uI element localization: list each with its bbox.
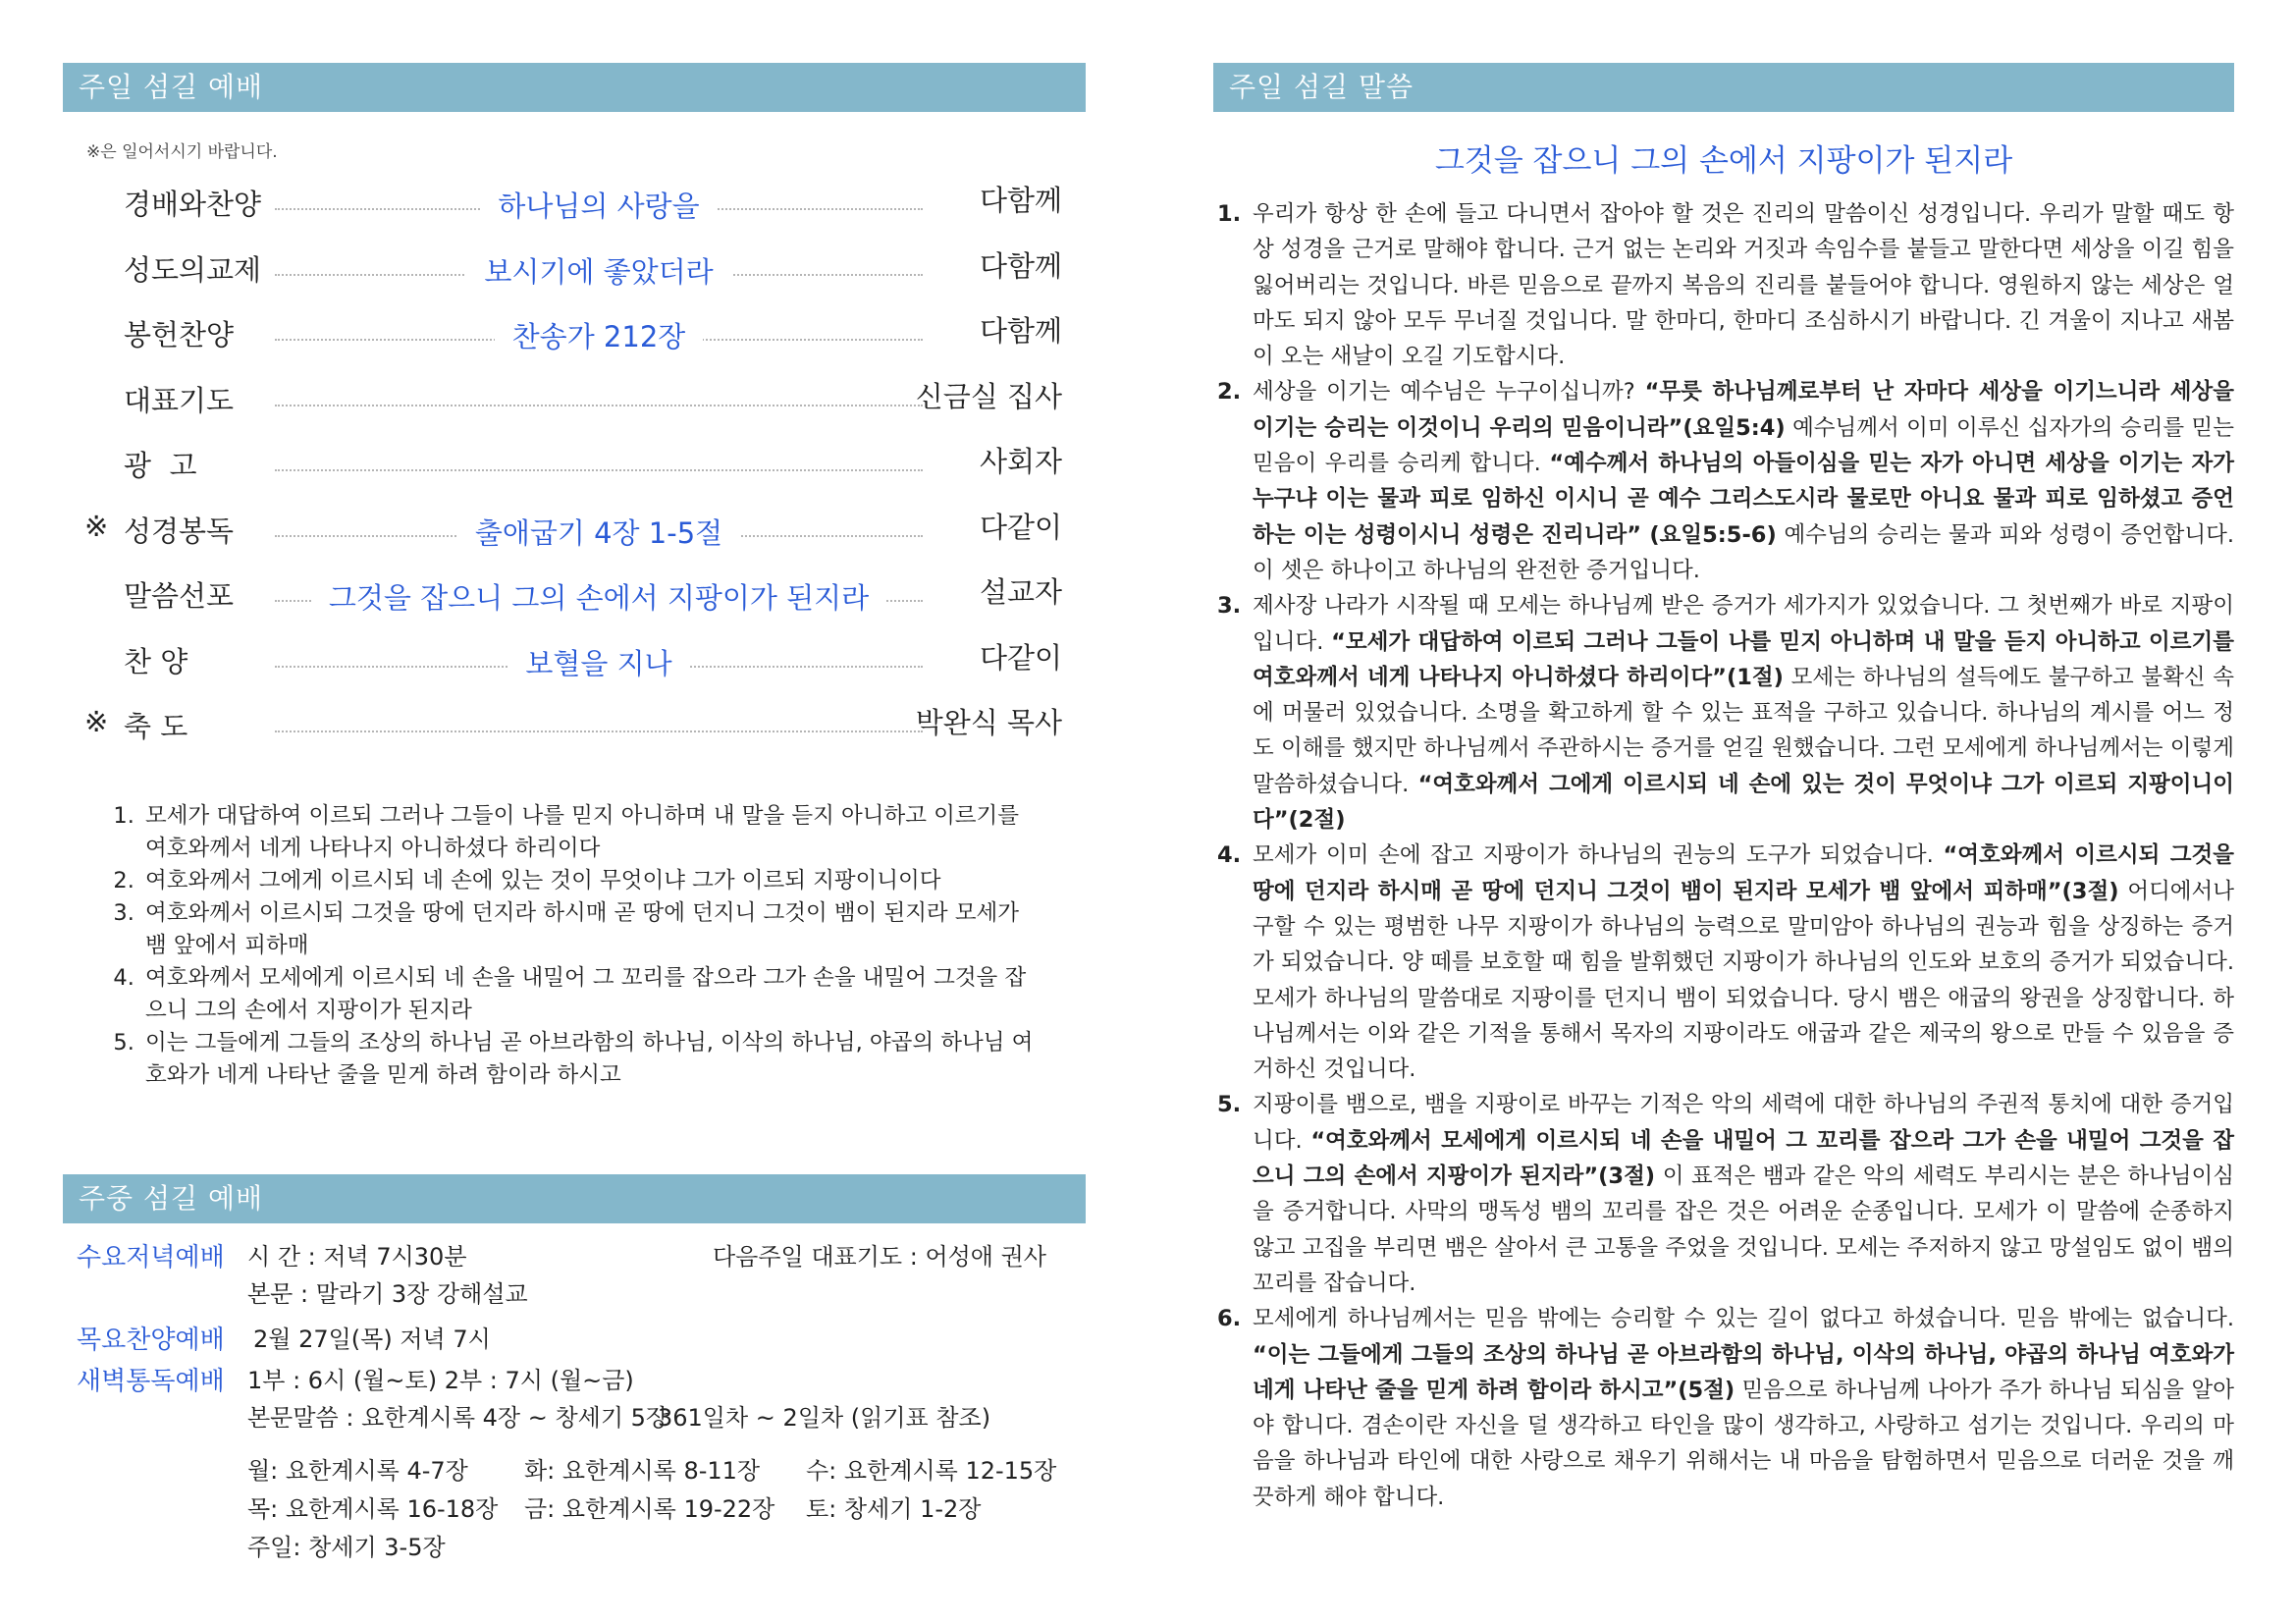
reading-item: 토: 창세기 1-2장 (806, 1495, 982, 1523)
wednesday-row (63, 1237, 1086, 1274)
order-item-person: 다같이 (979, 640, 1062, 675)
dawn-day-range: 361일차 ~ 2일차 (읽기표 참조) (658, 1404, 991, 1432)
reading-item: 금: 요한계시록 19-22장 (524, 1495, 775, 1523)
scripture-quote: “예수께서 하나님의 아들이심을 믿는 자가 아니면 세상을 이기는 자가 누구냐 이는 물과 피로 임하신 이시니 곧 예수 그리스도시라 물로만 아니요 물과 피로 임하셨고 증언하는 이는 성령이시니 성령은 진리니라” (요일5:5-6) (1253, 451, 2234, 548)
order-row (63, 369, 1086, 435)
sermon-paragraph (1249, 838, 2234, 1087)
verse-item: 2. 여호와께서 그에게 이르시되 네 손에 있는 것이 무엇이냐 그가 이르되 지팡이니이다 (141, 865, 1046, 897)
dawn-text: 본문말씀 : 요한계시록 4장 ~ 창세기 5장 (247, 1404, 669, 1432)
order-item-title: 그것을 잡으니 그의 손에서 지팡이가 된지라 (311, 581, 886, 615)
verse-item: 4. 여호와께서 모세에게 이르시되 네 손을 내밀어 그 꼬리를 잡으라 그가 손을 내밀어 그것을 잡으니 그의 손에서 지팡이가 된지라 (141, 962, 1046, 1027)
order-item-person: 박완식 목사 (915, 706, 1062, 739)
paragraph-text: 어디에서나 구할 수 있는 평범한 나무 지팡이가 하나님의 능력으로 말미암아 하나님의 권능과 힘을 상징하는 증거가 되었습니다. 양 떼를 보호할 때 힘을 발휘했던 지팡이가 하나님의 인도와 보호의 증거가 되었습니다. 모세가 하나님의 말씀대로 지팡이를 던지니 뱀이 되었습니다. 당시 뱀은 애굽의 왕권을 상징합니다. 하나님께서는 이와 같은 기적을 통해서 목자의 지팡이라도 애굽과 같은 제국의 왕으로 만들 수 있음을 증거하신 것입니다. (1253, 878, 2235, 1083)
reading-item: 화: 요한계시록 8-11장 (524, 1457, 761, 1485)
paragraph-text: 지팡이를 뱀으로, 뱀을 지팡이로 바꾸는 기적은 악의 세력에 대한 하나님의 주권적 통치에 대한 증거입니다. (1253, 1092, 2234, 1154)
dawn-label: 새벽통독예배 (77, 1367, 225, 1396)
paragraph-text: 믿음으로 하나님께 나아가 주가 하나님 되심을 알아야 합니다. 겸손이란 자신을 덜 생각하고 타인을 많이 생각하고, 사랑하고 섬기는 것입니다. 우리의 마음을 하나님과 타인에 대한 사랑으로 채우기 위해서는 내 마음을 탐험하면서 믿음으로 더러운 것을 깨끗하게 해야 합니다. (1253, 1377, 2234, 1510)
scripture-quote: “여호와께서 그에게 이르시되 네 손에 있는 것이 무엇이냐 그가 이르되 지팡이니이다”(2절) (1253, 771, 2234, 834)
paragraph-text: 모세가 이미 손에 잡고 지팡이가 하나님의 권능의 도구가 되었습니다. (1253, 842, 1944, 869)
weekday-worship-header: 주중 섬길 예배 (63, 1174, 1086, 1223)
reading-item: 목: 요한계시록 16-18장 (247, 1495, 499, 1523)
reading-item: 주일: 창세기 3-5장 (247, 1534, 446, 1561)
paragraph-text: 우리가 항상 한 손에 들고 다니면서 잡아야 할 것은 진리의 말씀이신 성경입니다. 우리가 말할 때도 항상 성경을 근거로 말해야 합니다. 근거 없는 논리와 거짓과 속임수를 붙들고 말한다면 세상을 이길 힘을 잃어버리는 것입니다. 바른 믿음으로 끝까지 복음의 진리를 붙들어야 합니다. 영원하지 않는 세상은 얼마도 되지 않아 모두 무너질 것입니다. 말 한마디, 한마디 조심하시기 바랍니다. 긴 겨울이 지나고 새봄이 오는 새날이 오길 기도합시다. (1253, 201, 2234, 370)
order-row (63, 500, 1086, 566)
paragraph-text: 모세는 하나님의 설득에도 불구하고 불확신 속에 머물러 있었습니다. 소명을 확고하게 할 수 있는 표적을 구하고 있습니다. 하나님의 계시를 어느 정도 이해를 했지만 하나님께서 주관하시는 증거를 얻길 원했습니다. 그런 모세에게 하나님께서는 이렇게 말씀하셨습니다. (1253, 664, 2234, 797)
order-item-name: 말씀선포 (124, 579, 235, 613)
order-row (63, 173, 1086, 239)
standing-note: ※은 일어서시기 바랍니다. (86, 142, 278, 162)
wednesday-label: 수요저녁예배 (77, 1243, 225, 1272)
stand-mark: ※ (84, 509, 109, 543)
order-item-title: 하나님의 사랑을 (480, 189, 717, 223)
order-row (63, 565, 1086, 630)
order-item-person: 신금실 집사 (915, 379, 1062, 413)
left-page (63, 0, 1086, 1624)
order-item-person: 다같이 (979, 510, 1062, 544)
thursday-label: 목요찬양예배 (77, 1326, 225, 1355)
order-item-name: 광 고 (124, 449, 197, 482)
verse-item: 3. 여호와께서 이르시되 그것을 땅에 던지라 하시매 곧 땅에 던지니 그것이 뱀이 된지라 모세가 뱀 앞에서 피하매 (141, 897, 1046, 962)
order-row (63, 303, 1086, 369)
order-row (63, 630, 1086, 696)
order-row (63, 434, 1086, 500)
reading-item: 수: 요한계시록 12-15장 (806, 1457, 1057, 1485)
order-item-name: 성도의교제 (124, 252, 262, 287)
scripture-verses (102, 800, 1046, 1092)
order-item-name: 봉헌찬양 (124, 318, 235, 352)
order-item-name: 성경봉독 (124, 514, 235, 548)
scripture-quote: “이는 그들에게 그들의 조상의 하나님 곧 아브라함의 하나님, 이삭의 하나님, 야곱의 하나님 여호와가 네게 나타난 줄을 믿게 하려 함이라 하시고”(5절) (1253, 1341, 2234, 1403)
order-item-person: 다함께 (979, 184, 1062, 217)
wednesday-text-row (63, 1274, 1086, 1312)
verse-item: 1. 모세가 대답하여 이르되 그러나 그들이 나를 믿지 아니하며 내 말을 듣지 아니하고 이르기를 여호와께서 네게 나타나지 아니하셨다 하리이다 (141, 800, 1046, 865)
paragraph-text: 예수님의 승리는 물과 피와 성령이 증언합니다. 이 셋은 하나이고 하나님의 완전한 증거입니다. (1253, 521, 2235, 583)
order-item-person: 사회자 (979, 445, 1062, 478)
reading-row (63, 1451, 1086, 1489)
scripture-quote: “여호와께서 이르시되 그것을 땅에 던지라 하시매 곧 땅에 던지니 그것이 뱀이 된지라 모세가 뱀 앞에서 피하매”(3절) (1253, 842, 2234, 904)
sermon-header: 주일 섬길 말씀 (1213, 63, 2234, 112)
paragraph-text: 세상을 이기는 예수님은 누구이십니까? (1253, 379, 1645, 406)
stand-mark: ※ (84, 705, 109, 738)
order-item-name: 찬 양 (124, 644, 188, 678)
paragraph-text: 예수님께서 이미 이루신 십자가의 승리를 믿는 믿음이 우리를 승리케 합니다. (1253, 414, 2234, 477)
right-page (1213, 0, 2234, 1624)
reading-item: 월: 요한계시록 4-7장 (247, 1457, 468, 1485)
order-item-person: 다함께 (979, 314, 1062, 348)
next-prayer: 다음주일 대표기도 : 어성애 권사 (713, 1243, 1046, 1271)
order-item-title: 출애굽기 4장 1-5절 (457, 516, 740, 550)
dawn-text-row (63, 1398, 1086, 1435)
sermon-paragraph (1249, 196, 2234, 374)
sermon-title: 그것을 잡으니 그의 손에서 지팡이가 된지라 (1434, 143, 2013, 179)
scripture-quote: “무릇 하나님께로부터 난 자마다 세상을 이기느니라 세상을 이기는 승리는 이것이니 우리의 믿음이니라”(요일5:4) (1253, 379, 2235, 441)
paragraph-text: 제사장 나라가 시작될 때 모세는 하나님께 받은 증거가 세가지가 있었습니다. 그 첫번째가 바로 지팡이입니다. (1253, 593, 2234, 655)
dawn-time: 1부 : 6시 (월~토) 2부 : 7시 (월~금) (247, 1367, 634, 1394)
dotted-leader (275, 469, 923, 471)
thursday-row (63, 1320, 1086, 1357)
sermon-paragraph (1249, 1301, 2234, 1515)
sermon-paragraph (1249, 374, 2234, 588)
worship-order (63, 173, 1086, 761)
order-row (63, 695, 1086, 761)
order-item-name: 축 도 (124, 710, 188, 743)
scripture-quote: “여호와께서 모세에게 이르시되 네 손을 내밀어 그 꼬리를 잡으라 그가 손을 내밀어 그것을 잡으니 그의 손에서 지팡이가 된지라”(3절) (1253, 1127, 2234, 1190)
order-row (63, 239, 1086, 304)
order-item-title: 찬송가 212장 (495, 320, 704, 353)
order-item-person: 설교자 (979, 575, 1062, 609)
thursday-text: 2월 27일(목) 저녁 7시 (253, 1326, 491, 1353)
reading-row (63, 1489, 1086, 1527)
order-item-title: 보혈을 지나 (507, 647, 689, 680)
dotted-leader (275, 405, 923, 406)
sermon-paragraph (1249, 588, 2234, 838)
order-item-name: 대표기도 (124, 383, 235, 417)
order-item-title: 보시기에 좋았더라 (466, 255, 730, 289)
sunday-worship-header: 주일 섬길 예배 (63, 63, 1086, 112)
wednesday-time: 시 간 : 저녁 7시30분 (247, 1243, 467, 1271)
dotted-leader (275, 731, 923, 732)
paragraph-text: 모세에게 하나님께서는 믿음 밖에는 승리할 수 있는 길이 없다고 하셨습니다. 믿음 밖에는 없습니다. (1253, 1306, 2234, 1332)
scripture-quote: “모세가 대답하여 이르되 그러나 그들이 나를 믿지 아니하며 내 말을 듣지 아니하고 이르기를 여호와께서 네게 나타나지 아니하셨다 하리이다”(1절) (1253, 628, 2234, 690)
sermon-paragraph (1249, 1087, 2234, 1301)
paragraph-text: 이 표적은 뱀과 같은 악의 세력도 부리시는 분은 하나님이심을 증거합니다. 사막의 맹독성 뱀의 꼬리를 잡은 것은 어려운 순종입니다. 모세가 이 말씀에 순종하지 않고 고집을 부리면 뱀은 살아서 큰 고통을 주었을 것입니다. 모세는 주저하지 않고 망설임도 없이 뱀의 꼬리를 잡습니다. (1253, 1164, 2235, 1296)
order-item-person: 다함께 (979, 248, 1062, 283)
sermon-body (1213, 196, 2234, 1515)
wednesday-text: 본문 : 말라기 3장 강해설교 (247, 1280, 528, 1308)
reading-row (63, 1528, 1086, 1565)
dawn-row (63, 1361, 1086, 1398)
verse-item: 5. 이는 그들에게 그들의 조상의 하나님 곧 아브라함의 하나님, 이삭의 하나님, 야곱의 하나님 여호와가 네게 나타난 줄을 믿게 하려 함이라 하시고 (141, 1027, 1046, 1092)
order-item-name: 경배와찬양 (124, 188, 262, 221)
